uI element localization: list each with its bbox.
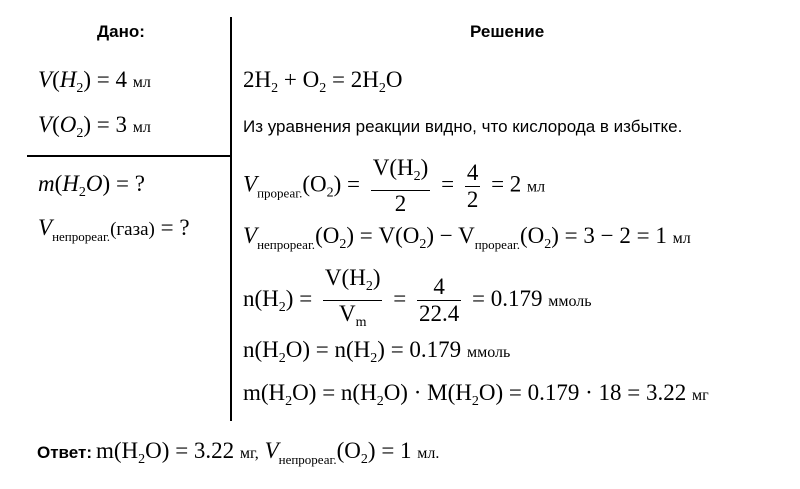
- answer-line: [37, 438, 439, 468]
- find-m-h2o: $m(H_2O)$ = ?: [38, 171, 145, 200]
- given-header: Дано:: [97, 22, 145, 41]
- given-find-divider: [27, 155, 231, 157]
- solution-line-3: $n(H_2)$ = $\frac{V(H_2)}{V_m}$ = $\frac{4}{22.4}$ = 0.179 ммоль: [243, 265, 592, 336]
- reaction-equation: $2H_2 + O_2 = 2H_2O$: [243, 67, 403, 96]
- solution-line-4: $n(H_2O) = n(H_2) = 0.179$ ммоль: [243, 337, 511, 366]
- solution-header: Решение: [470, 22, 545, 41]
- fraction-v-h2-over-vm: $\frac{V(H_2)}{V_m}$: [324, 265, 381, 330]
- answer-expression: $m(H_2O) = 3.22$ мг, $V_{непрореаг.}(O_2) = 1$ мл.: [96, 438, 440, 467]
- fraction-4-over-2: $\frac{4}{2}$: [466, 159, 479, 212]
- answer-label: Ответ:: [37, 443, 92, 462]
- solution-line-5: $m(H_2O) = n(H_2O) \cdot M(H_2O) = 0.179 \cdot 18 = 3.22$ мг: [243, 380, 709, 409]
- solution-line-1: $V_{прореаг.}(O_2)$ = $\frac{V(H_2)}{2}$ = $\frac{4}{2}$ = 2 мл: [243, 155, 546, 216]
- column-divider: [230, 17, 232, 421]
- given-v-o2: $V(O_2) = 3$ мл: [38, 112, 151, 141]
- fraction-4-over-22-4: $\frac{4}{22.4}$: [418, 274, 460, 326]
- find-v-unreacted: $V_{непрореаг.}(газа)$ = ?: [38, 215, 190, 244]
- excess-note: Из уравнения реакции видно, что кислорода в избытке.: [243, 117, 683, 136]
- fraction-v-h2-over-2: $\frac{V(H_2)}{2}$: [372, 155, 429, 216]
- given-v-h2: $V(H_2) = 4$ мл: [38, 67, 151, 96]
- solution-line-2: $V_{непрореаг.}(O_2) = V(O_2) - V_{прореаг.}(O_2) = 3 - 2 = 1$ мл: [243, 223, 691, 252]
